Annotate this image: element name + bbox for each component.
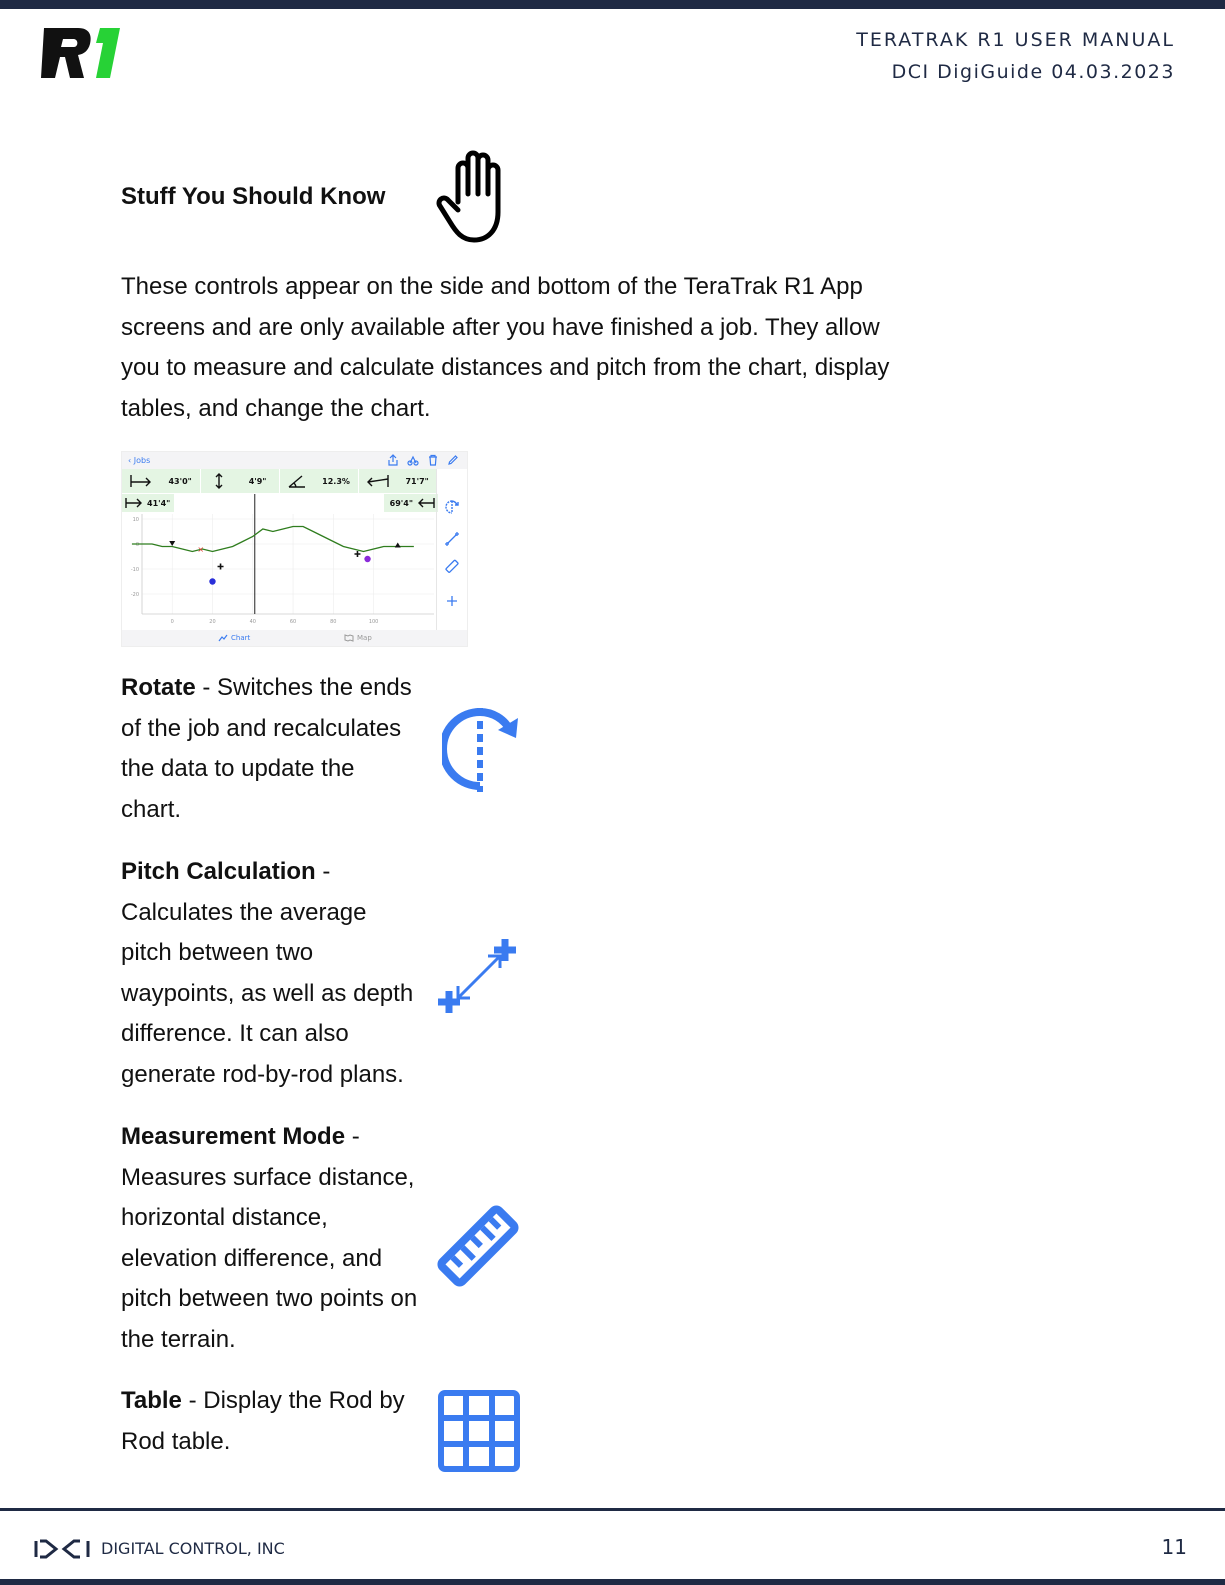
pitch-calculation-title: Pitch Calculation <box>121 858 316 885</box>
pitch-calc-control-icon[interactable] <box>444 531 460 547</box>
exit-marker <box>395 543 401 548</box>
depth-value: 4'9" <box>248 476 267 486</box>
table-title: Table <box>121 1387 182 1414</box>
x-tick-label: 40 <box>249 619 256 625</box>
back-label: Jobs <box>133 456 151 465</box>
bottom-rule <box>0 1579 1225 1585</box>
trash-icon[interactable] <box>427 454 439 466</box>
entry-marker <box>169 541 175 546</box>
waypoint-plus <box>218 564 224 570</box>
back-to-jobs-link[interactable]: ‹ Jobs <box>128 456 151 465</box>
horizontal-distance-value: 71'7" <box>405 476 429 486</box>
map-tab-icon <box>344 634 354 642</box>
tab-map[interactable] <box>344 634 372 642</box>
x-tick-label: 20 <box>209 619 216 625</box>
locator-point <box>364 556 370 562</box>
x-tick-label: 60 <box>289 619 297 625</box>
table-icon <box>438 1390 520 1472</box>
y-tick-label: 0 <box>135 542 139 548</box>
footer-rule <box>0 1508 1225 1511</box>
app-screenshot <box>121 451 468 647</box>
rotate-title: Rotate <box>121 674 196 701</box>
app-top-bar <box>122 452 467 469</box>
right-marker-value: 69'4" <box>389 498 413 508</box>
y-tick-label: -10 <box>130 567 139 573</box>
r1-logo <box>34 26 124 80</box>
top-rule <box>0 0 1225 9</box>
pitch-calculation-text: - Calculates the average pitch between two waypoints, as well as depth difference. It can also generate rod-by-rod plans. <box>121 858 414 1088</box>
tab-map-label: Map <box>357 634 372 642</box>
terrain-line <box>132 527 414 552</box>
guide-date: DCI DigiGuide 04.03.2023 <box>891 61 1175 83</box>
add-control-icon[interactable] <box>444 593 460 609</box>
tab-chart[interactable] <box>218 634 250 642</box>
table-description <box>121 1381 421 1462</box>
rotate-text: - Switches the ends of the job and recalculates the data to update the chart. <box>121 674 412 823</box>
header-right <box>856 24 1175 88</box>
measurement-bar <box>122 469 438 493</box>
app-bottom-tabs <box>122 630 467 646</box>
app-side-controls <box>436 469 467 631</box>
intro-paragraph: These controls appear on the side and bottom of the TeraTrak R1 App screens and are only available after you have finished a job. They allow you to measure and calculate distances and pitch from the chart, display tables, and change the chart. <box>121 273 890 422</box>
ruler-icon <box>436 1204 520 1288</box>
surface-distance-cell <box>122 469 201 493</box>
measurement-mode-title: Measurement Mode <box>121 1123 346 1150</box>
tab-chart-label: Chart <box>231 634 251 642</box>
surface-distance-icon <box>130 474 152 488</box>
horizontal-distance-icon <box>367 474 389 488</box>
share-icon[interactable] <box>387 454 399 466</box>
ruler-control-icon[interactable] <box>444 559 460 575</box>
y-tick-label: 10 <box>132 517 139 523</box>
rotate-description <box>121 668 421 830</box>
hand-icon <box>436 150 520 244</box>
locator-point <box>209 578 215 584</box>
drill-rig-icon[interactable] <box>407 454 419 466</box>
measurement-mode-description <box>121 1117 421 1360</box>
y-tick-label: -20 <box>130 592 139 598</box>
x-tick-label: 100 <box>368 619 379 625</box>
section-title: Stuff You Should Know <box>121 183 386 210</box>
chart-tab-icon <box>218 634 228 642</box>
pitch-value: 12.3% <box>322 476 350 486</box>
edit-icon[interactable] <box>447 454 459 466</box>
horizontal-distance-cell <box>359 469 438 493</box>
rotate-control-icon[interactable] <box>444 499 460 515</box>
footer-company: DIGITAL CONTROL, INC <box>101 1539 285 1558</box>
waypoint-plus <box>354 551 360 557</box>
x-marker: × <box>197 545 205 554</box>
table-text: - Display the Rod by Rod table. <box>121 1387 405 1455</box>
page-number: 11 <box>1161 1535 1187 1559</box>
dci-logo <box>34 1538 92 1560</box>
x-tick-label: 80 <box>330 619 337 625</box>
rotate-icon <box>442 708 520 792</box>
depth-cell <box>201 469 280 493</box>
pitch-cell <box>280 469 359 493</box>
pitch-calculation-icon <box>438 938 522 1022</box>
left-marker-value: 41'4" <box>147 498 171 508</box>
pitch-angle-icon <box>288 474 306 488</box>
depth-icon <box>214 473 224 489</box>
measurement-mode-text: - Measures surface distance, horizontal distance, elevation difference, and pitch between two points on the terrain. <box>121 1123 418 1353</box>
pitch-calculation-description <box>121 852 421 1095</box>
x-tick-label: 0 <box>170 619 174 625</box>
manual-title: TERATRAK R1 USER MANUAL <box>856 29 1175 51</box>
chart[interactable] <box>122 494 438 632</box>
surface-distance-value: 43'0" <box>168 476 192 486</box>
